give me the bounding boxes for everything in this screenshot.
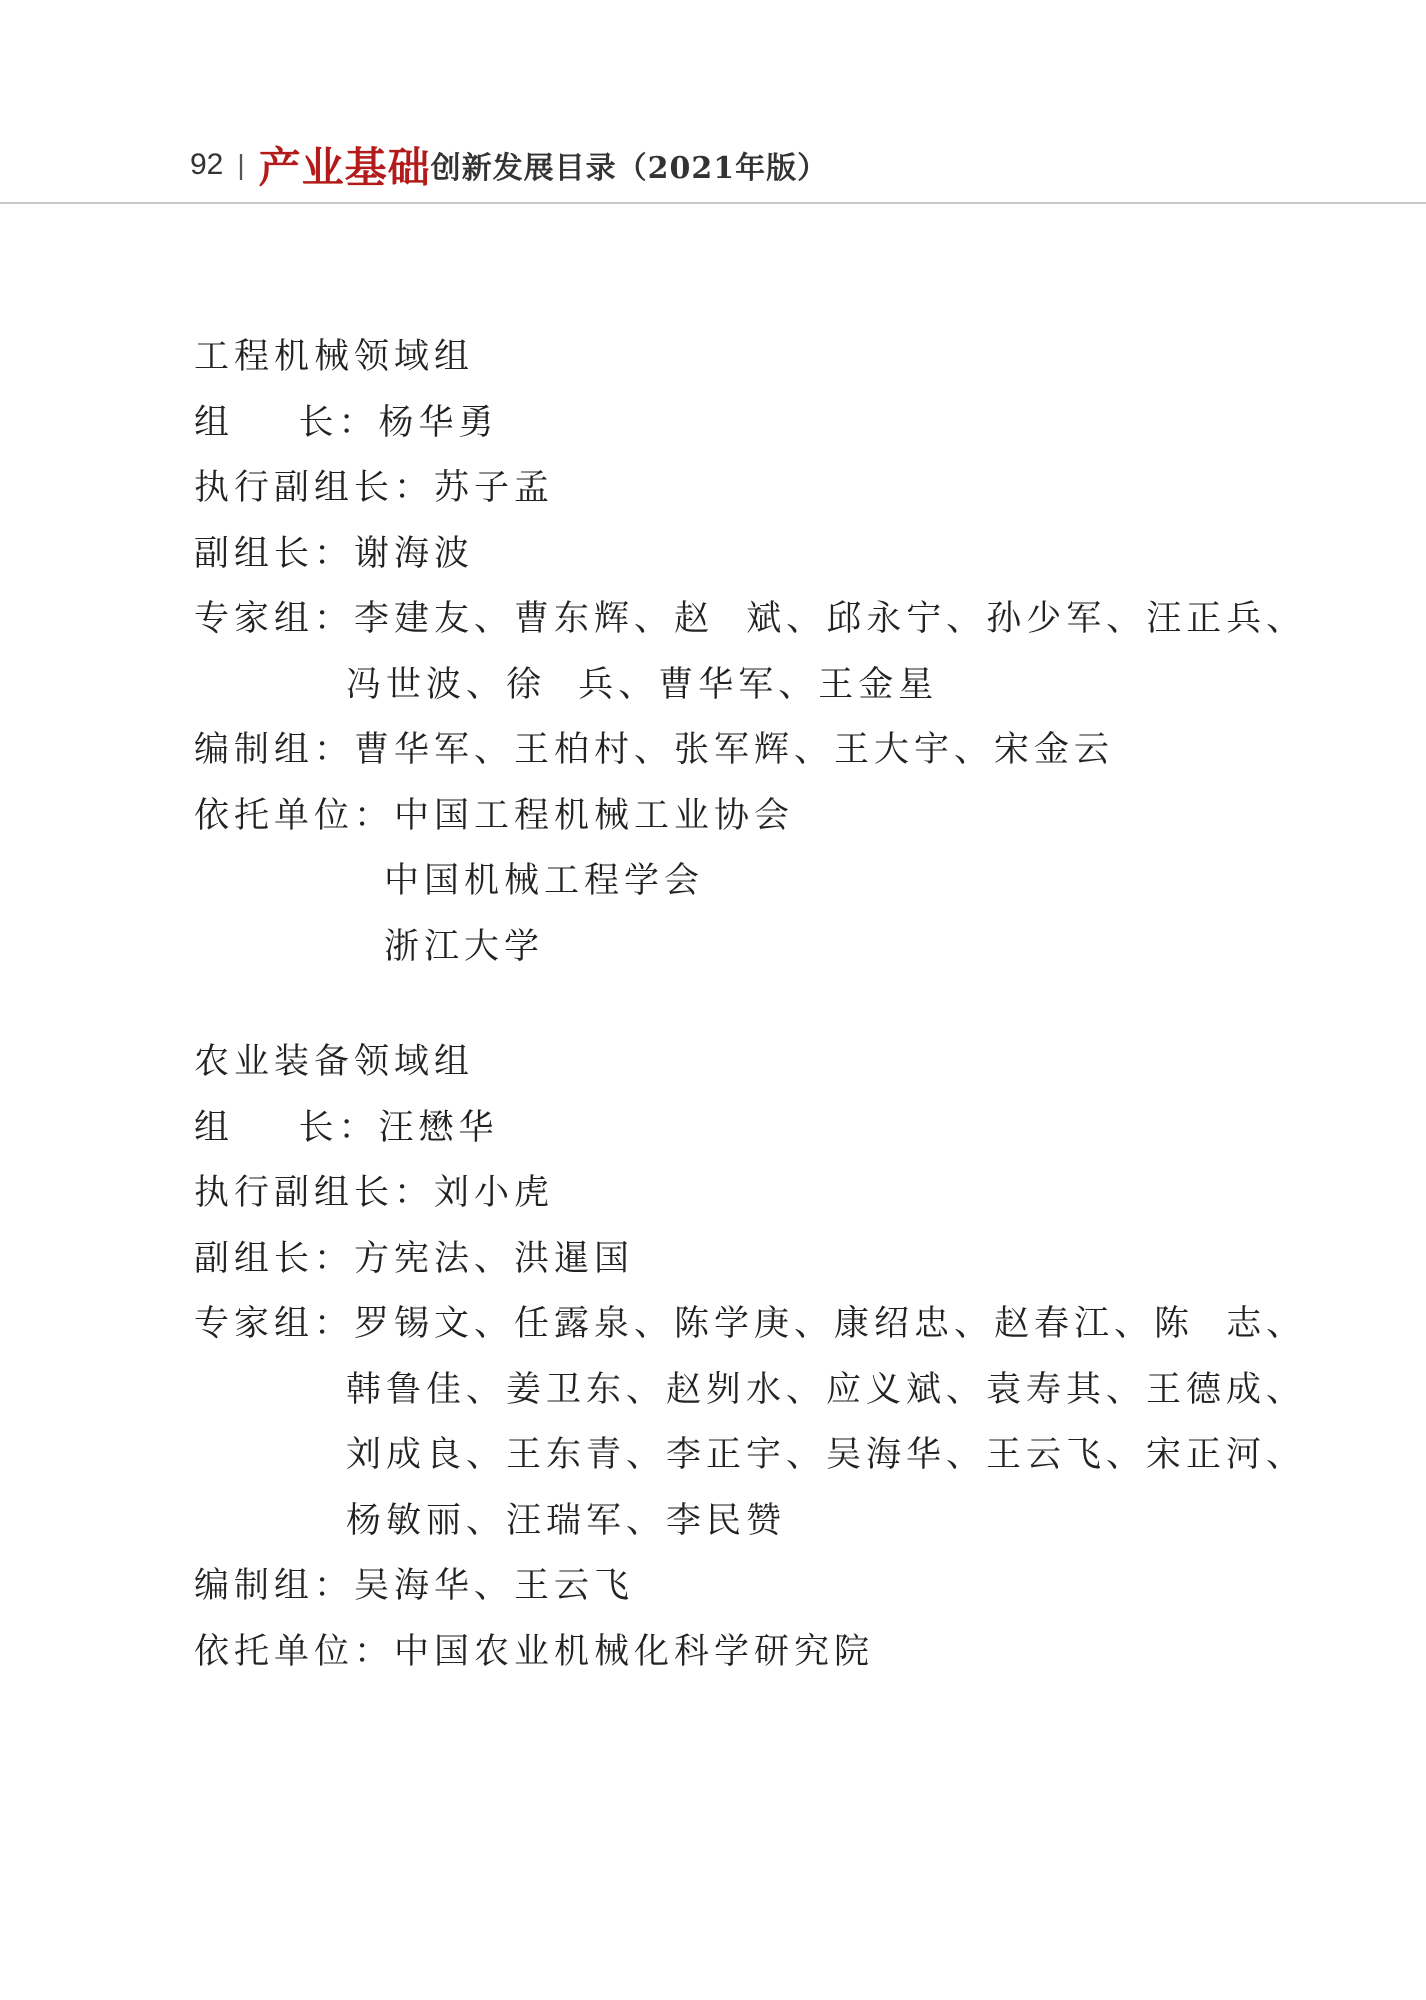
executive-deputy-leader: 执行副组长：刘小虎 [194, 1173, 555, 1213]
supporting-organization-continued: 中国机械工程学会 [384, 861, 705, 901]
section-title: 工程机械领域组 [194, 337, 475, 377]
supporting-organization: 依托单位：中国工程机械工业协会 [194, 795, 795, 836]
page-number: 92 [190, 148, 224, 181]
compilation-group: 编制组：吴海华、王云飞 [194, 1566, 635, 1606]
header-subtitle: 创新发展目录（2021年版） [430, 151, 829, 186]
supporting-organization-continued: 浙江大学 [384, 926, 545, 967]
expert-group-continued: 韩鲁佳、姜卫东、赵刿水、应义斌、袁寿其、王德成、 [346, 1369, 1307, 1410]
running-header [190, 135, 828, 195]
page-body [194, 325, 1314, 1735]
expert-group-continued: 冯世波、徐 兵、曹华军、王金星 [346, 664, 939, 705]
expert-group: 专家组：李建友、曹东辉、赵 斌、邱永宁、孙少军、汪正兵、 [194, 599, 1307, 639]
expert-group-continued: 杨敏丽、汪瑞军、李民赞 [346, 1500, 787, 1541]
section-agricultural-equipment [194, 1030, 1314, 1685]
group-leader: 组 长：汪懋华 [194, 1107, 499, 1148]
compilation-group: 编制组：曹华军、王柏村、张军辉、王大宇、宋金云 [194, 730, 1115, 770]
deputy-leader: 副组长：方宪法、洪暹国 [194, 1238, 635, 1279]
section-construction-machinery [194, 325, 1314, 980]
expert-group: 专家组：罗锡文、任露泉、陈学庚、康绍忠、赵春江、陈 志、 [194, 1304, 1307, 1344]
supporting-organization: 依托单位：中国农业机械化科学研究院 [194, 1631, 875, 1672]
section-title: 农业装备领域组 [194, 1042, 475, 1082]
executive-deputy-leader: 执行副组长：苏子孟 [194, 468, 555, 508]
expert-group-continued: 刘成良、王东青、李正宇、吴海华、王云飞、宋正河、 [346, 1435, 1307, 1475]
header-separator: | [237, 149, 245, 180]
header-brand-title: 产业基础 [258, 143, 431, 192]
deputy-leader: 副组长：谢海波 [194, 533, 475, 574]
group-leader: 组 长：杨华勇 [194, 402, 499, 443]
header-divider [0, 202, 1426, 204]
